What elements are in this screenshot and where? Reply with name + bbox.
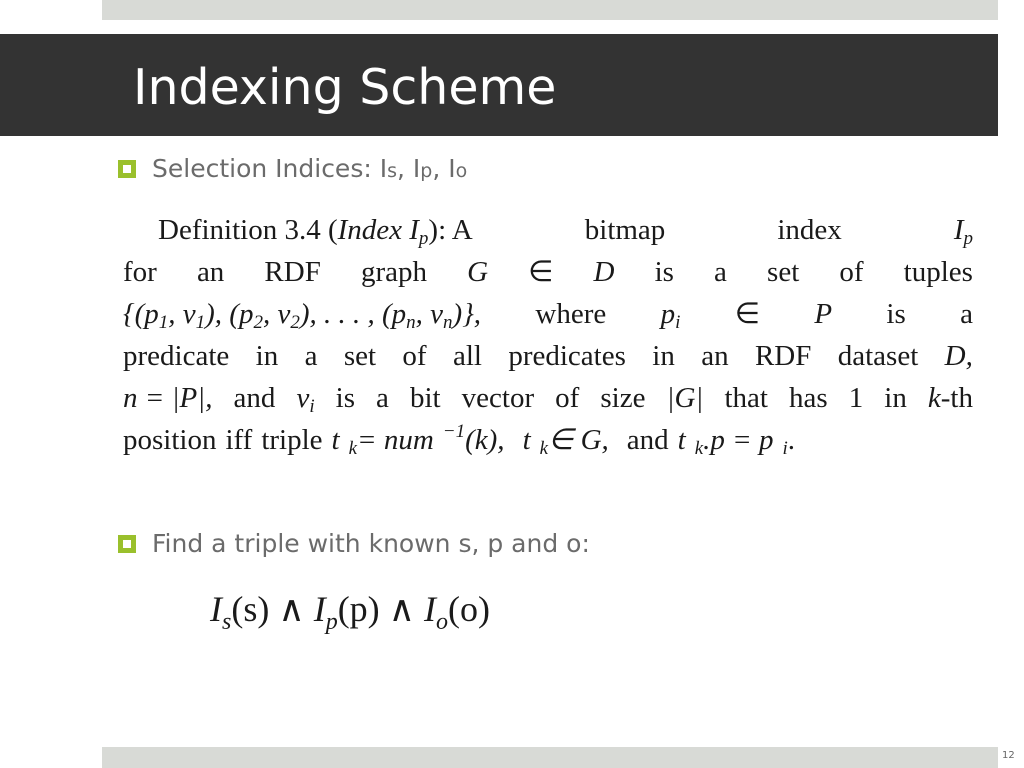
bullet-square-icon <box>118 535 136 553</box>
def-word: has <box>789 382 828 414</box>
def-word: a <box>960 298 973 330</box>
def-word: P <box>814 298 833 330</box>
formula-sub: p <box>325 609 338 635</box>
def-word: predicate <box>123 340 230 372</box>
definition-block <box>123 209 973 461</box>
def-word: RDF <box>754 340 812 372</box>
formula-text: I <box>424 589 437 629</box>
def-text: )}, <box>452 298 482 330</box>
index-io: I <box>448 154 456 183</box>
def-word: and <box>626 424 669 456</box>
formula-text: (s) ∧ <box>231 589 314 629</box>
definition-line <box>123 335 973 377</box>
index-io-sub: o <box>455 160 468 182</box>
index-is-sub: s <box>387 160 397 182</box>
def-word: a <box>376 382 389 414</box>
def-word: G <box>467 256 489 288</box>
def-word: position <box>123 424 217 456</box>
def-sub: i <box>782 438 788 459</box>
def-word: 1 <box>848 382 864 414</box>
def-word: vector <box>461 382 535 414</box>
formula-text: (p) ∧ <box>337 589 425 629</box>
bullet-square-icon <box>118 160 136 178</box>
slide-title: Indexing Scheme <box>133 59 557 116</box>
def-word: n = |P|, <box>123 382 213 414</box>
def-word <box>678 419 804 461</box>
bullet-find-triple: Find a triple with known s, p and o: <box>152 529 590 558</box>
def-word: graph <box>360 256 427 288</box>
def-word <box>123 293 481 335</box>
index-ip: I <box>412 154 421 183</box>
def-sub: i <box>675 312 681 333</box>
def-text: ), (p <box>205 298 254 330</box>
def-text: t <box>522 424 531 456</box>
formula-sub: o <box>436 609 449 635</box>
definition-line <box>123 419 973 461</box>
def-word: ∈ <box>734 298 760 330</box>
def-sub: 1 <box>195 312 206 333</box>
def-text: t <box>331 424 340 456</box>
def-word: set <box>343 340 377 372</box>
def-word: is <box>654 256 674 288</box>
formula-text: I <box>313 589 326 629</box>
def-sub: k <box>348 438 358 459</box>
index-is: I <box>379 154 388 183</box>
def-word: in <box>652 340 675 372</box>
def-sub: i <box>309 396 315 417</box>
def-word: set <box>767 256 800 288</box>
def-word <box>661 293 681 335</box>
def-text: ), . . . , (p <box>299 298 407 330</box>
def-text: . <box>787 424 796 456</box>
def-sub: k <box>694 438 704 459</box>
def-sub: p <box>963 228 973 249</box>
def-word: in <box>255 340 279 372</box>
def-sub: 2 <box>253 312 263 333</box>
sep: , <box>432 154 449 183</box>
def-word: iff <box>225 424 253 456</box>
def-text: Definition 3.4 ( <box>158 214 338 246</box>
def-sup: −1 <box>442 421 466 442</box>
def-word: RDF <box>264 256 321 288</box>
def-word: an <box>196 256 225 288</box>
def-word: |G| <box>666 382 704 414</box>
formula-text: I <box>210 589 222 629</box>
def-word: for <box>123 256 157 288</box>
def-word: in <box>884 382 907 414</box>
def-text: , v <box>168 298 196 330</box>
def-word: an <box>701 340 729 372</box>
def-word: and <box>233 382 276 414</box>
def-word: size <box>600 382 646 414</box>
def-word: that <box>724 382 768 414</box>
definition-line <box>123 209 973 251</box>
def-word <box>954 209 973 251</box>
def-text: , v <box>262 298 291 330</box>
def-word: of <box>839 256 864 288</box>
def-sub: p <box>418 228 429 249</box>
def-text: Index I <box>337 214 419 246</box>
def-word: bit <box>409 382 441 414</box>
def-word: of <box>555 382 580 414</box>
bullet-label: Selection Indices: <box>152 154 380 183</box>
def-word: is <box>335 382 355 414</box>
sep: , <box>397 154 413 183</box>
index-ip-sub: p <box>420 160 433 182</box>
def-sub: k <box>539 438 549 459</box>
def-text: {(p <box>123 298 159 330</box>
def-text: p <box>660 298 676 330</box>
def-sub: 2 <box>290 312 300 333</box>
def-word: D <box>593 256 615 288</box>
def-sub: n <box>443 312 453 333</box>
def-text: ∈ G, <box>548 424 609 456</box>
def-word <box>158 209 473 251</box>
bullet-selection-indices <box>152 154 467 186</box>
def-word <box>928 377 973 419</box>
footer-strip <box>102 747 998 768</box>
def-text: = num <box>357 424 434 456</box>
def-word: D, <box>944 340 973 372</box>
def-word <box>332 419 514 461</box>
def-word: of <box>402 340 427 372</box>
page-number: 12 <box>1002 750 1015 761</box>
def-word: triple <box>261 424 323 456</box>
def-text: -th <box>940 382 973 414</box>
def-word: tuples <box>903 256 973 288</box>
def-word <box>523 419 618 461</box>
def-text: , v <box>415 298 444 330</box>
def-text: .p = p <box>703 424 774 456</box>
def-word: dataset <box>837 340 919 372</box>
def-word: is <box>886 298 906 330</box>
def-text: (k), <box>465 424 505 456</box>
definition-line <box>123 377 973 419</box>
def-word: predicates <box>508 340 626 372</box>
definition-line <box>123 293 973 335</box>
def-sub: 1 <box>158 312 169 333</box>
def-text: v <box>296 382 310 414</box>
def-sub: n <box>406 312 416 333</box>
def-text: t <box>677 424 686 456</box>
def-word: ∈ <box>528 256 554 288</box>
formula-sub: s <box>222 609 232 635</box>
def-word: index <box>777 214 842 246</box>
formula-text: (o) <box>448 589 490 629</box>
def-word: a <box>714 256 727 288</box>
def-word: bitmap <box>584 214 666 246</box>
intersection-formula <box>210 588 490 636</box>
def-word: all <box>452 340 482 372</box>
def-word <box>296 377 314 419</box>
definition-line <box>123 251 973 293</box>
def-word: a <box>304 340 318 372</box>
def-text: ): A <box>428 214 473 246</box>
def-text: I <box>953 214 964 246</box>
def-text: k <box>927 382 941 414</box>
top-strip <box>102 0 998 20</box>
def-word: where <box>535 298 607 330</box>
